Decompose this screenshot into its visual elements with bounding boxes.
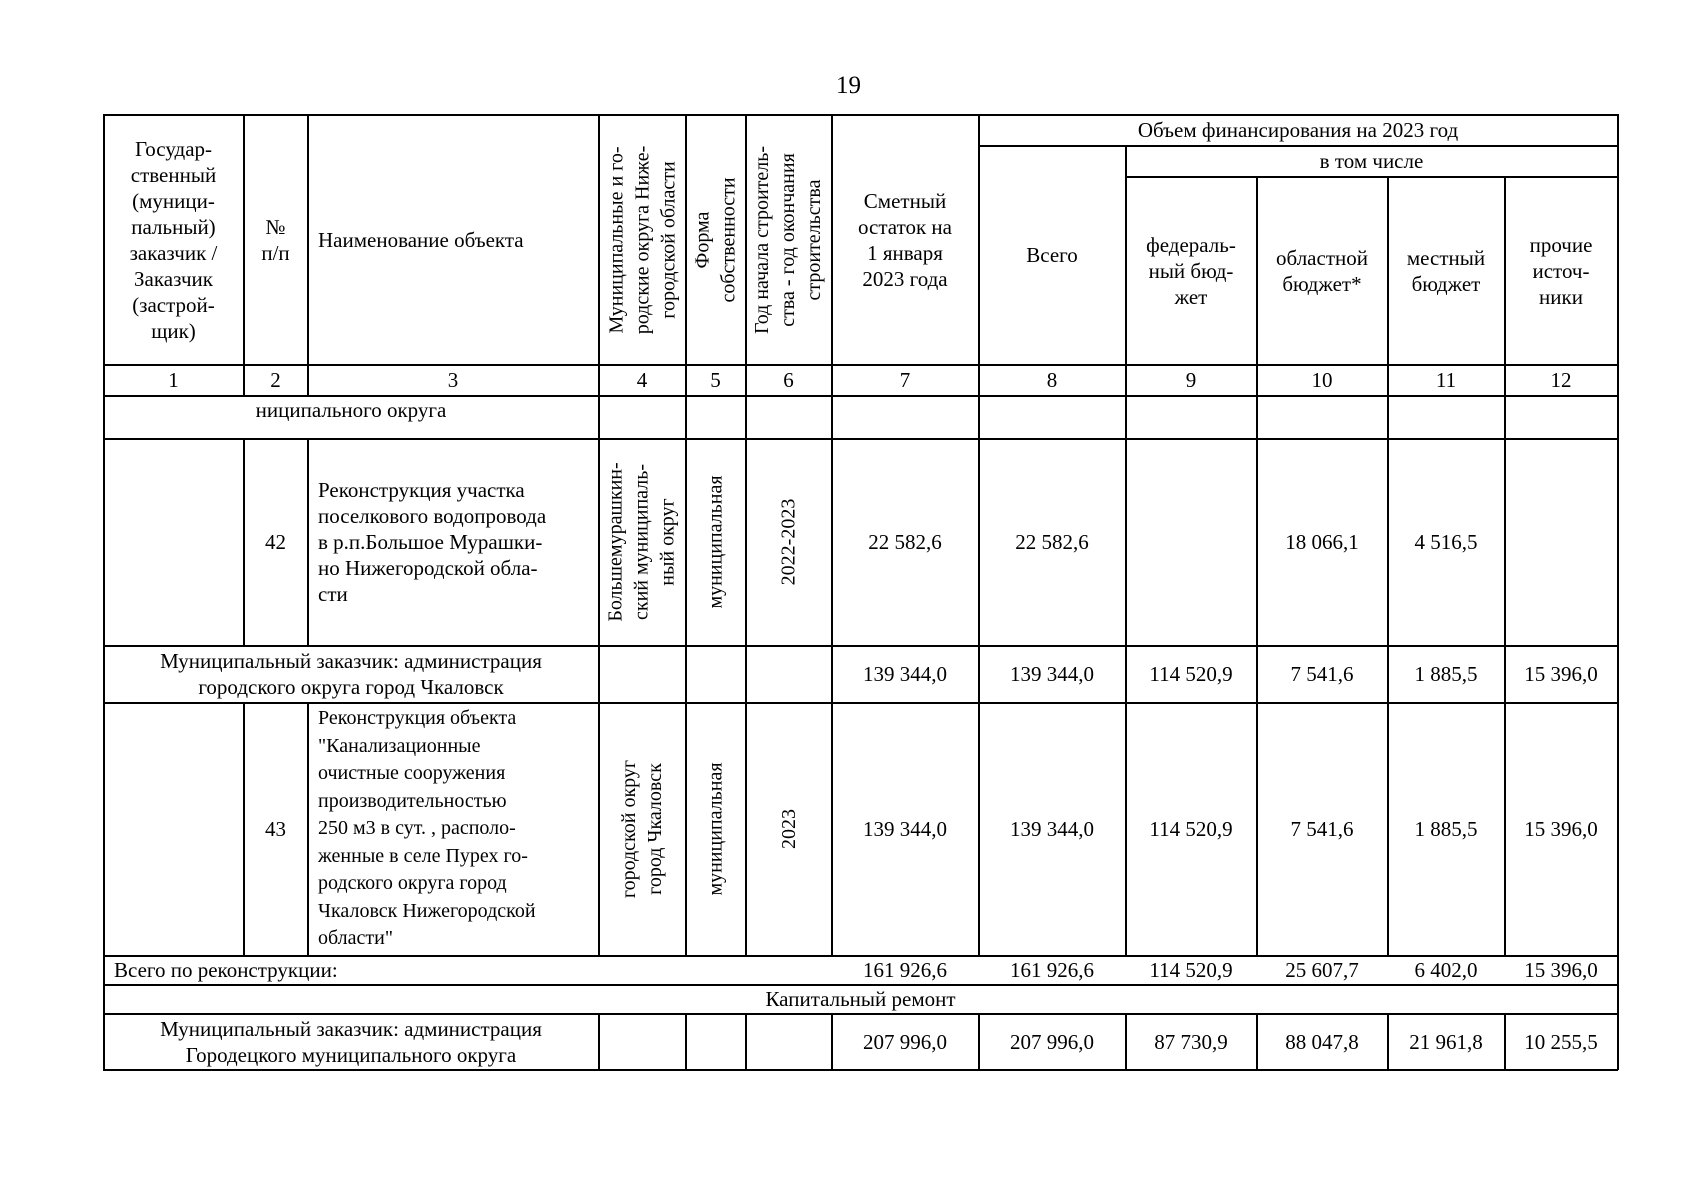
section-capital-repair: Капитальный ремонт [765,987,956,1011]
customer-chkalovsk-regional: 7 541,6 [1290,662,1354,686]
customer-chkalovsk-estimate: 139 344,0 [863,662,947,686]
rule [745,1013,747,1070]
row-43-ownership-text: муниципальная [704,762,727,896]
column-number: 1 [168,368,179,392]
row-43-total: 139 344,0 [1010,817,1094,841]
total-reconstruction-regional: 25 607,7 [1285,958,1359,982]
row-42-local: 4 516,5 [1414,530,1478,554]
customer-gorodets-local: 21 961,8 [1409,1029,1483,1054]
customer-chkalovsk-other: 15 396,0 [1524,662,1598,686]
header-ownership-text: Форма собственности [691,176,740,303]
row-43-estimate: 139 344,0 [863,817,947,841]
column-number: 2 [270,368,281,392]
row-42-other [1505,439,1617,645]
total-reconstruction-estimate: 161 926,6 [863,958,947,982]
column-number: 6 [783,368,794,392]
header-other: прочие источ- ники [1529,232,1593,309]
row-43-years-text: 2023 [777,809,800,849]
table-border-bottom [103,1069,1618,1071]
row-42-municipality-text: Большемурашкин- ский муниципаль- ный округ [605,462,680,622]
header-years-text: Год начала строитель- ства - год окончания строительства [751,145,826,334]
row-43-years [746,703,831,955]
total-reconstruction-other: 15 396,0 [1524,958,1598,982]
table-border-right [1617,114,1619,1070]
header-local: местный бюджет [1406,245,1486,296]
header-estimate: Сметный остаток на 1 января 2023 года [858,188,952,291]
header-customer: Государ- ственный (муници- пальный) заказчик / Заказчик (застрой- щик) [129,136,218,343]
column-number: 5 [710,368,721,392]
column-number: 9 [1185,368,1197,392]
row-42-number: 42 [265,530,286,554]
total-reconstruction-label: Всего по реконструкции: [114,958,338,982]
header-funding: Объем финансирования на 2023 год [1137,118,1459,142]
customer-gorodets-estimate: 207 996,0 [863,1029,947,1054]
column-number: 4 [636,368,648,392]
customer-gorodets-other: 10 255,5 [1524,1029,1598,1054]
header-object-name: Наименование объекта [318,227,524,252]
total-reconstruction-federal: 114 520,9 [1149,958,1233,982]
column-number: 3 [447,368,459,392]
header-including: в том числе [1319,149,1424,173]
page-number: 19 [836,72,861,99]
row-42-ownership [686,439,745,645]
header-ownership [686,115,745,364]
row-43-number: 43 [265,817,286,841]
customer-chkalovsk-local: 1 885,5 [1414,662,1478,686]
customer-chkalovsk-federal: 114 520,9 [1149,662,1233,686]
column-number: 11 [1435,368,1457,392]
customer-gorodets-label: Муниципальный заказчик: администрация Городецкого муниципального округа [160,1016,542,1067]
column-number: 8 [1046,368,1058,392]
row-42-name: Реконструкция участка поселкового водопровода в р.п.Большое Мурашки- но Нижегородской обла- сти [318,478,547,606]
row-42-years-text: 2022-2023 [777,498,800,586]
row-42-municipality [599,439,685,645]
row-42-total: 22 582,6 [1015,530,1089,554]
header-years [746,115,831,364]
row-42-ownership-text: муниципальная [704,475,727,609]
row-43-regional: 7 541,6 [1290,817,1354,841]
row-42-regional: 18 066,1 [1285,530,1359,554]
header-regional: областной бюджет* [1276,245,1368,296]
row-43-federal: 114 520,9 [1149,817,1233,841]
customer-chkalovsk-total: 139 344,0 [1010,662,1094,686]
continuation-label: ниципального округа [255,398,447,422]
customer-gorodets-federal: 87 730,9 [1154,1029,1228,1054]
row-43-other: 15 396,0 [1524,817,1598,841]
header-number: № п/п [261,214,290,265]
header-total: Всего [1026,243,1078,267]
column-number: 12 [1550,368,1572,392]
row-43-name: Реконструкция объекта "Канализационные очистные сооружения производительностью 250 м3 в сут. , располо- женные в селе Пурех го- родского округа город Чкаловск Нижегородской области" [318,707,536,950]
row-42-years [746,439,831,645]
row-42-estimate: 22 582,6 [868,530,942,554]
header-federal: федераль- ный бюд- жет [1146,232,1236,309]
column-number: 10 [1311,368,1333,392]
column-number: 7 [899,368,911,392]
total-reconstruction-total: 161 926,6 [1010,958,1094,982]
customer-gorodets-regional: 88 047,8 [1285,1029,1359,1054]
customer-chkalovsk-label: Муниципальный заказчик: администрация городского округа город Чкаловск [160,649,542,699]
rule [598,1013,600,1070]
row-42-federal [1126,439,1256,645]
header-municipalities [599,115,685,364]
rule [685,1013,687,1070]
header-municipalities-text: Муниципальные и го- родские округа Ниже- городской области [605,145,680,334]
customer-gorodets-total: 207 996,0 [1010,1029,1094,1054]
row-43-local: 1 885,5 [1414,817,1478,841]
total-reconstruction-local: 6 402,0 [1414,958,1478,982]
row-43-ownership [686,703,745,955]
row-43-municipality [599,703,685,955]
row-43-municipality-text: городской округ город Чкаловск [618,759,666,899]
